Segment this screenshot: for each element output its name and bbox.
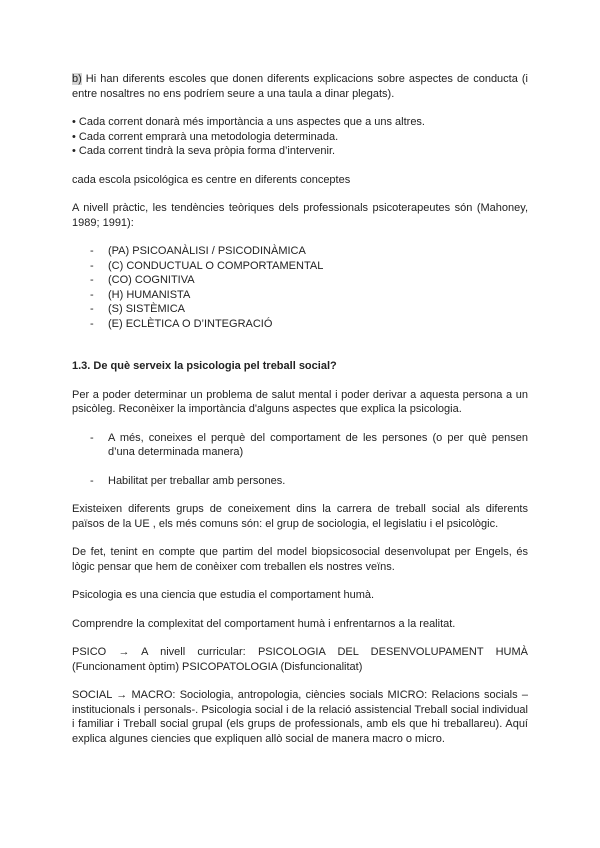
school-line: cada escola psicológica es centre en diferents conceptes (72, 173, 351, 186)
tendency-item (72, 317, 528, 332)
paragraph-psico: PSICO → A nivell curricular: PSICOLOGIA DEL DESENVOLUPAMENT HUMÀ (Funcionament òptim) PSICOPATOLOGIA (Disfuncionalitat) (72, 646, 528, 673)
bullet-list (72, 115, 528, 159)
tendency-item (72, 244, 528, 259)
practice-paragraph: A nivell pràctic, les tendències teòriques dels professionals psicoterapeutes són (Mahoney, 1989; 1991): (72, 202, 528, 229)
tendency-label: (PA) PSICOANÀLISI / PSICODINÀMICA (108, 245, 306, 257)
benefit-label: Habilitat per treballar amb persones. (108, 474, 286, 487)
paragraph-complexity: Comprendre la complexitat del comportament humà i enfrentarnos a la realitat. (72, 617, 456, 630)
intro-paragraph (72, 72, 528, 101)
tendency-item (72, 273, 528, 288)
intro-text: Hi han diferents escoles que donen diferents explicacions sobre aspectes de conducta (i entre nosaltres no ens podríem seure a una taula a dinar plegats). (72, 73, 528, 100)
tendency-item (72, 259, 528, 274)
tendency-label: (S) SISTÈMICA (108, 303, 186, 315)
paragraph-biopsychosocial: De fet, tenint en compte que partim del model biopsicosocial desenvolupat per Engels, és lògic pensar que hem de conèixer com treballen els nostres veïns. (72, 546, 528, 573)
paragraph-derivation: Per a poder determinar un problema de salut mental i poder derivar a aquesta persona a un psicòleg. Reconèixer la importància d'alguns aspectes que explica la psicologia. (72, 388, 528, 415)
bullet-item: • Cada corrent tindrà la seva pròpia forma d’intervenir. (72, 145, 336, 157)
benefit-label: A més, coneixes el perquè del comportament de les persones (o per què pensen d’una determinada manera) (108, 431, 528, 458)
benefits-list (72, 431, 528, 489)
dash-mark: - (90, 474, 94, 487)
dash-mark: - (90, 245, 94, 257)
tendency-label: (H) HUMANISTA (108, 288, 191, 301)
section-heading: 1.3. De què serveix la psicologia pel treball social? (72, 360, 337, 372)
dash-mark: - (90, 274, 94, 286)
paragraph-social: SOCIAL → MACRO: Sociologia, antropologia, ciències socials MICRO: Relacions socials –institucionals i personals-. Psicologia social i de la relació assistencial Treball social individual i familiar i Treball social grupal (els grups de professionals, amb els que hi treballareu). Aquí explica algunes ciencies que expliquen allò social de manera macro o micro. (72, 689, 528, 745)
tendency-item (72, 288, 528, 303)
tendency-label: (E) ECLÈTICA O D’INTEGRACIÓ (108, 317, 273, 330)
paragraph-definition: Psicologia es una ciencia que estudia el comportament humà. (72, 589, 375, 601)
dash-mark: - (90, 303, 94, 315)
paragraph-knowledge-groups: Existeixen diferents grups de coneixement dins la carrera de treball social als diferents països de la UE , els més comuns són: el grup de sociologia, el legislatiu i el psicològic. (72, 503, 528, 530)
tendency-label: (CO) COGNITIVA (108, 274, 195, 286)
dash-mark: - (90, 288, 94, 301)
bullet-item: • Cada corrent emprarà una metodologia determinada. (72, 130, 339, 143)
benefit-item (72, 474, 528, 489)
dash-mark: - (90, 259, 94, 272)
benefit-item (72, 431, 528, 460)
tendencies-list (72, 244, 528, 331)
tendency-label: (C) CONDUCTUAL O COMPORTAMENTAL (108, 259, 324, 272)
document-page (72, 72, 528, 746)
highlighted-marker: b) (72, 73, 82, 85)
dash-mark: - (90, 317, 94, 330)
tendency-item (72, 302, 528, 317)
bullet-item: • Cada corrent donarà més importància a uns aspectes que a uns altres. (72, 116, 425, 128)
dash-mark: - (90, 431, 94, 444)
